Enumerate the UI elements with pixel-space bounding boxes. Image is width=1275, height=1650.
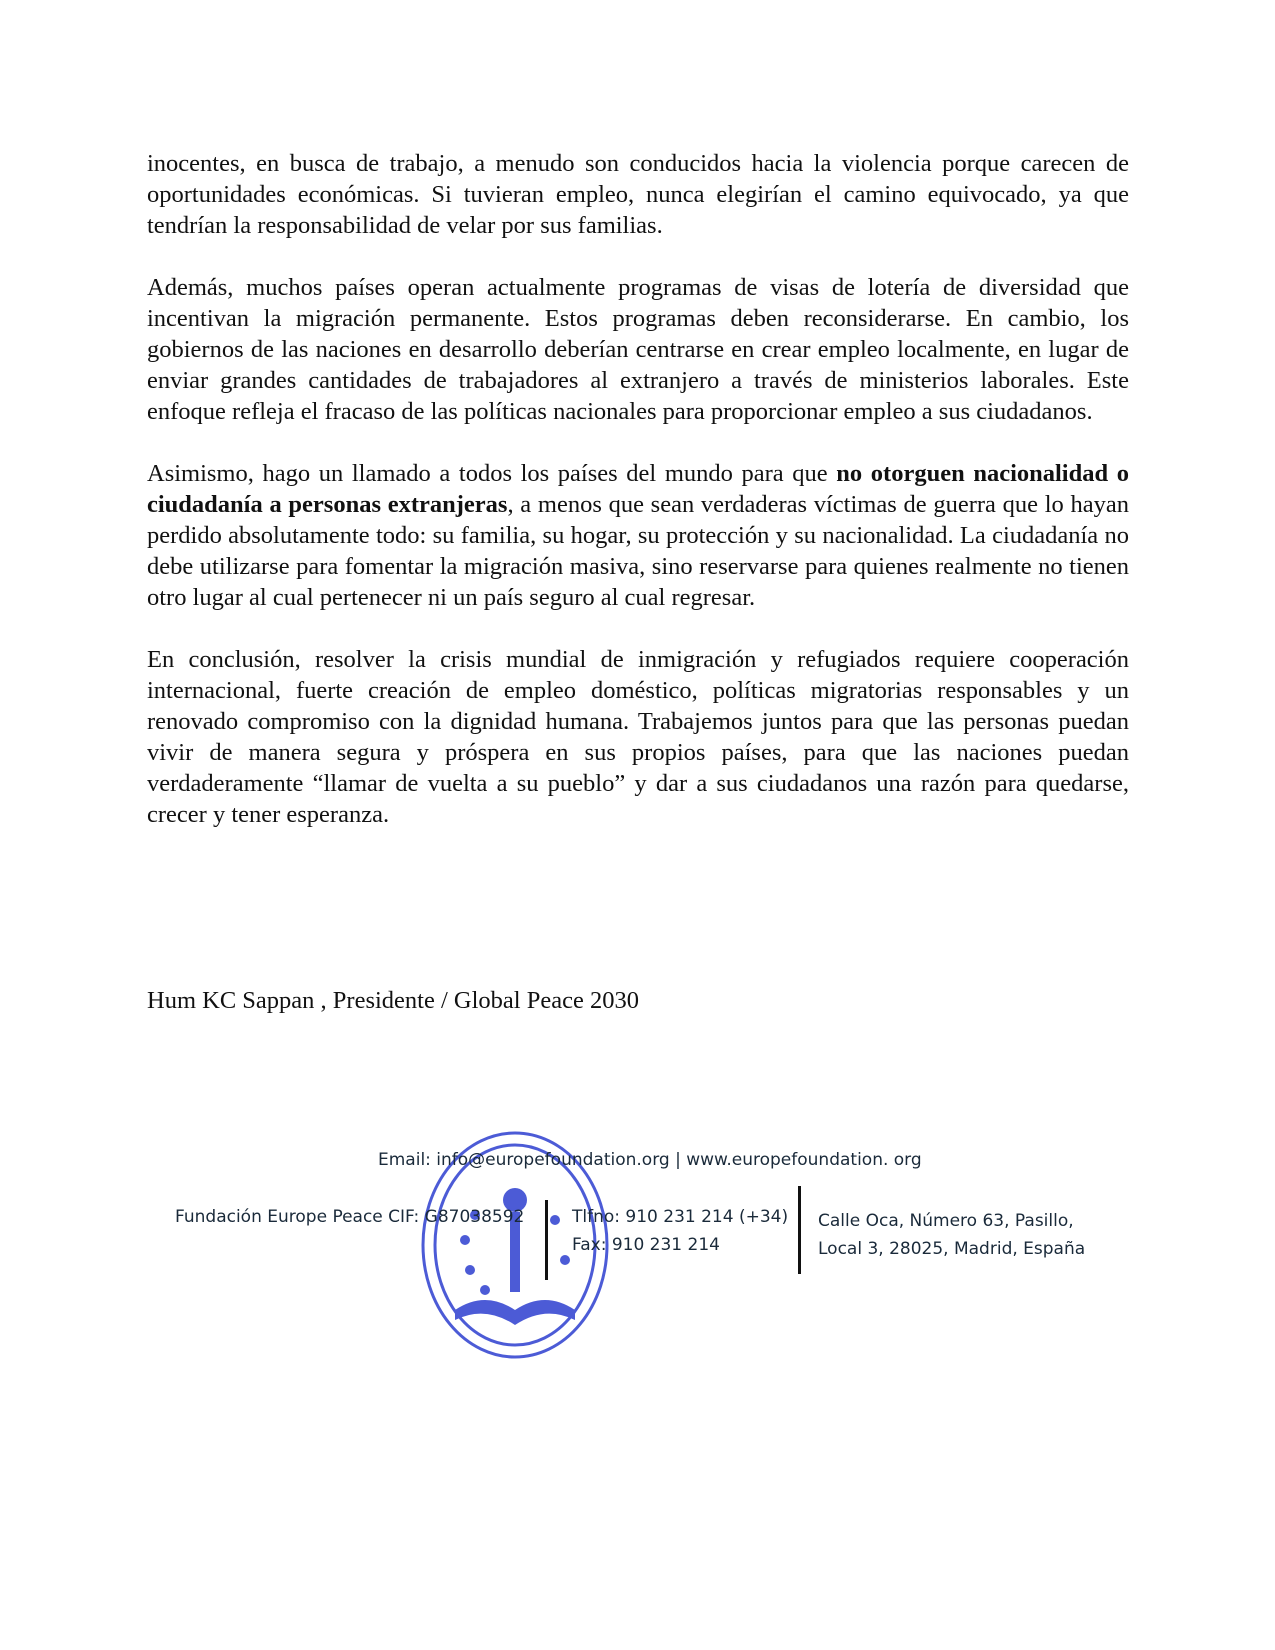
paragraph-3-bold: no otorguen nacionalidad o ciudadanía a personas extranjeras [147,460,1129,518]
address-line-1: Calle Oca, Número 63, Pasillo, [818,1211,1074,1231]
footer-divider [798,1186,801,1274]
paragraph-2: Además, muchos países operan actualmente programas de visas de lotería de diversidad que incentivan la migración permanente. Estos programas deben reconsiderarse. En cambio, los gobiernos de las naciones en desarrollo deberían centrarse en crear empleo localmente, en lugar de enviar grandes cantidades de trabajadores al extranjero a través de ministerios laborales. Este enfoque refleja el fracaso de las políticas nacionales para proporcionar empleo a sus ciudadanos. [147,274,1129,425]
footer-fax: Fax: 910 231 214 [572,1235,720,1255]
address-line-2: Local 3, 28025, Madrid, España [818,1239,1086,1259]
paragraph-3-pre: Asimismo, hago un llamado a todos los países del mundo para que [147,460,837,487]
footer-email: Email: info@europefoundation.org | www.europefoundation. org [378,1150,922,1170]
footer-phone: Tlfno: 910 231 214 (+34) [572,1207,789,1227]
signature: Hum KC Sappan , Presidente / Global Peace 2030 [147,987,639,1014]
letterhead-footer [0,1120,1275,1380]
paragraph-3-post: , a menos que sean verdaderas víctimas de guerra que lo hayan perdido absolutamente todo: su familia, su hogar, su protección y su nacionalidad. La ciudadanía no debe utilizarse para fomentar la migración masiva, sino reservarse para quienes realmente no tienen otro lugar al cual pertenecer ni un país seguro al cual regresar. [147,491,1129,611]
footer-address [818,1207,1085,1263]
letter-body [147,148,1129,861]
footer-org: Fundación Europe Peace CIF: G87038592 [175,1207,525,1227]
paragraph-3 [147,458,1129,613]
paragraph-1: inocentes, en busca de trabajo, a menudo son conducidos hacia la violencia porque carecen de oportunidades económicas. Si tuvieran empleo, nunca elegirían el camino equivocado, ya que tendrían la responsabilidad de velar por sus familias. [147,150,1129,239]
footer-divider [545,1200,548,1280]
paragraph-4: En conclusión, resolver la crisis mundial de inmigración y refugiados requiere cooperación internacional, fuerte creación de empleo doméstico, políticas migratorias responsables y un renovado compromiso con la dignidad humana. Trabajemos juntos para que las personas puedan vivir de manera segura y próspera en sus propios países, para que las naciones puedan verdaderamente “llamar de vuelta a su pueblo” y dar a sus ciudadanos una razón para quedarse, crecer y tener esperanza. [147,646,1129,828]
